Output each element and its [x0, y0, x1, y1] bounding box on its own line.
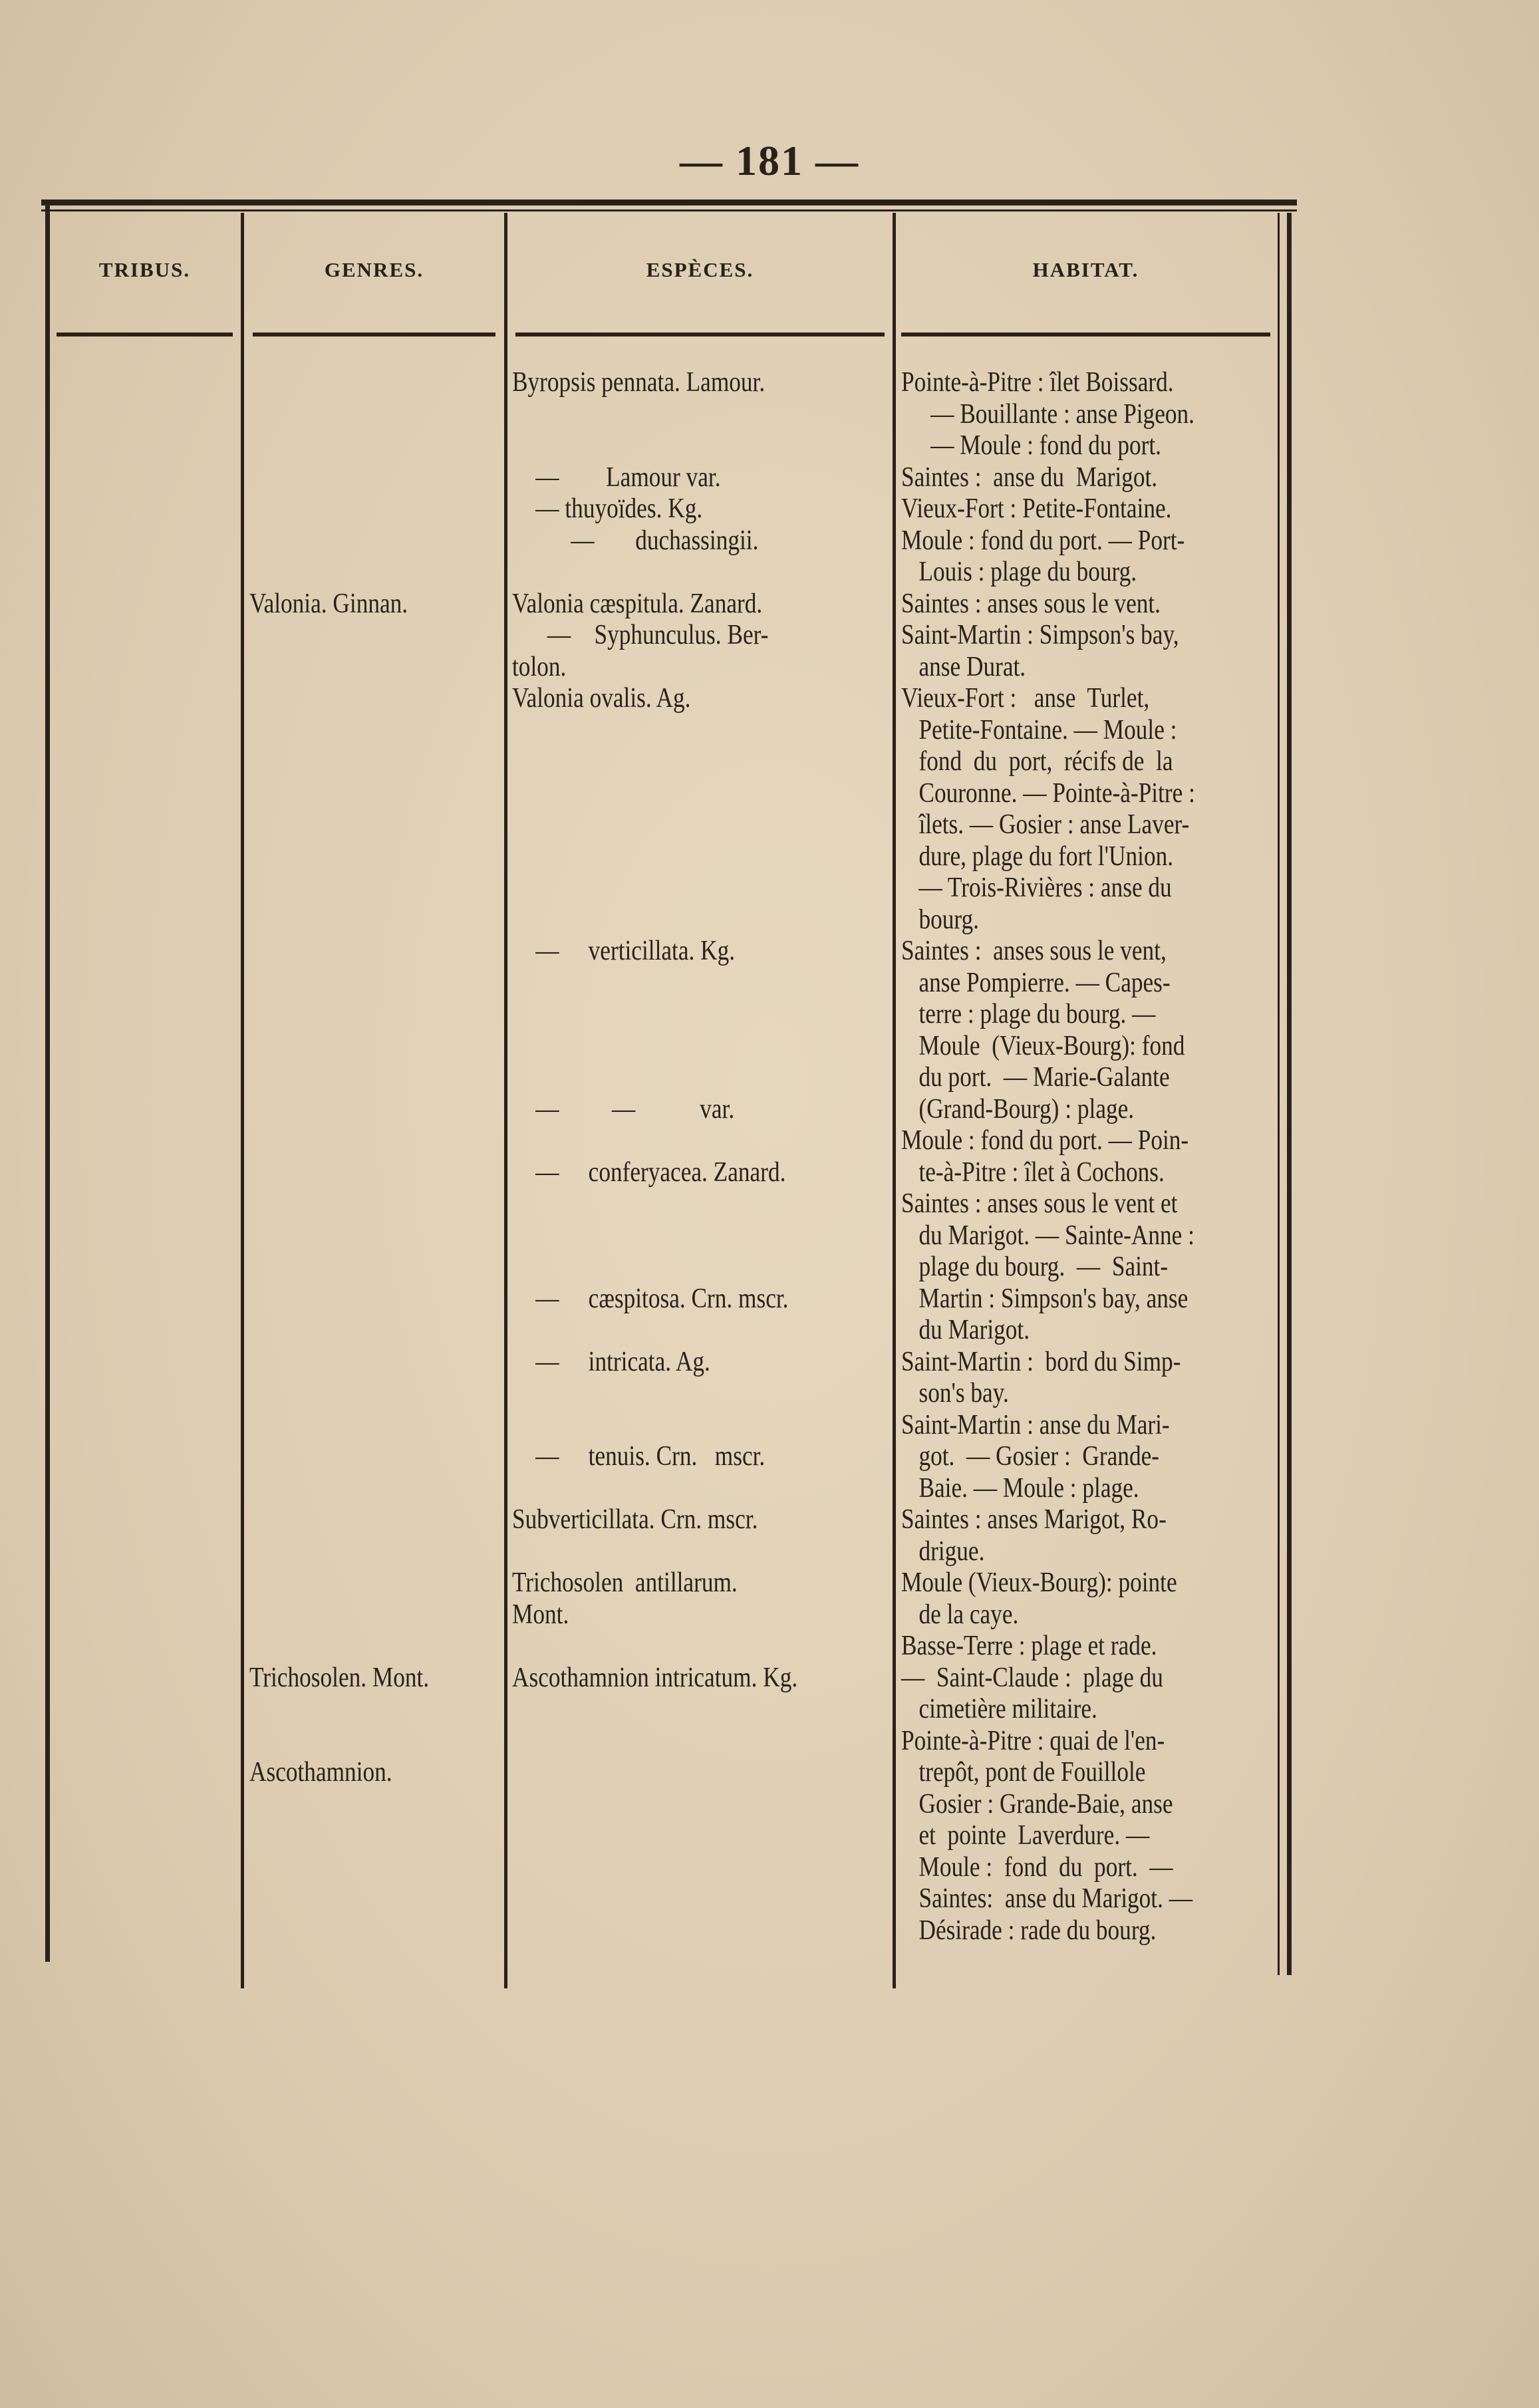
genre-line: [249, 493, 462, 525]
table-top-rule-thin: [41, 209, 1297, 211]
habitat-line: bourg.: [901, 904, 979, 935]
espece-line: [512, 1031, 839, 1063]
habitat-line: plage du bourg. — Saint-: [901, 1252, 1169, 1282]
espece-line: Trichosolen antillarum.: [512, 1567, 738, 1598]
genre-line: [249, 1252, 462, 1283]
genre-line: [249, 367, 462, 399]
habitat-line: trepôt, pont de Fouillole: [901, 1757, 1146, 1788]
habitat-line: Gosier : Grande-Baie, anse: [901, 1788, 1173, 1819]
espece-line: — Lamour var.: [512, 462, 721, 493]
espece-line: — duchassingii.: [512, 525, 759, 556]
genre-line: [249, 557, 462, 589]
page-number: — 181 —: [680, 137, 859, 184]
habitat-line: du port. — Marie-Galante: [901, 1062, 1170, 1093]
espece-line: [512, 1473, 839, 1505]
espece-line: [512, 778, 839, 810]
genre-line: [249, 1694, 462, 1726]
genre-line: [249, 778, 462, 810]
table-right-border-inner: [1278, 213, 1280, 1975]
genre-line: Valonia. Ginnan.: [249, 588, 408, 619]
espece-line: [512, 841, 839, 873]
habitat-line: Saint-Martin : Simpson's bay,: [901, 620, 1179, 650]
habitat-line: — Saint-Claude : plage du: [901, 1662, 1163, 1693]
genre-line: [249, 1410, 462, 1442]
espece-line: — intricata. Ag.: [512, 1346, 710, 1377]
habitat-line: anse Durat.: [901, 651, 1026, 682]
genre-line: [249, 809, 462, 841]
genre-line: [249, 399, 462, 431]
table-left-border: [45, 200, 50, 1962]
habitat-line: got. — Gosier : Grande-: [901, 1441, 1160, 1472]
genre-line: [249, 1631, 462, 1663]
habitat-line: Désirade : rade du bourg.: [901, 1915, 1157, 1946]
espece-line: [512, 1315, 839, 1347]
habitat-line: son's bay.: [901, 1378, 1009, 1408]
habitat-line: Louis : plage du bourg.: [901, 557, 1137, 587]
genre-line: Ascothamnion.: [249, 1757, 392, 1788]
espece-line: — tenuis. Crn. mscr.: [512, 1441, 766, 1472]
espece-line: [512, 968, 839, 1000]
genre-line: [249, 1726, 462, 1758]
habitat-line: Martin : Simpson's bay, anse: [901, 1283, 1189, 1314]
espece-line: [512, 746, 839, 778]
habitat-line: Basse-Terre : plage et rade.: [901, 1631, 1157, 1661]
table-right-border: [1287, 213, 1292, 1975]
header-rule-especes: [515, 333, 885, 336]
habitat-line: Vieux-Fort : anse Turlet,: [901, 683, 1150, 714]
header-rule-genres: [253, 333, 495, 336]
genre-line: [249, 904, 462, 936]
habitat-column: [901, 367, 1236, 1946]
espece-line: Byropsis pennata. Lamour.: [512, 367, 766, 398]
espece-line: — conferyacea. Zanard.: [512, 1156, 786, 1188]
espece-line: [512, 557, 839, 589]
habitat-line: Saintes : anses sous le vent et: [901, 1188, 1178, 1219]
genre-line: [249, 715, 462, 747]
habitat-line: du Marigot. — Sainte-Anne :: [901, 1220, 1194, 1251]
habitat-line: — Moule : fond du port.: [901, 430, 1161, 461]
genre-line: [249, 652, 462, 684]
genre-line: [249, 430, 462, 462]
column-divider-genres: [241, 213, 244, 1988]
habitat-line: Moule : fond du port. — Port-: [901, 525, 1185, 556]
espece-line: [512, 715, 839, 747]
espece-line: [512, 430, 839, 462]
genre-line: [249, 1347, 462, 1379]
espece-line: — Syphunculus. Ber-: [512, 620, 769, 650]
genre-line: [249, 1441, 462, 1473]
table-top-rule: [41, 200, 1297, 205]
genre-line: [249, 1188, 462, 1220]
habitat-line: Vieux-Fort : Petite-Fontaine.: [901, 493, 1172, 524]
genre-line: [249, 1031, 462, 1063]
habitat-line: Saint-Martin : bord du Simp-: [901, 1346, 1181, 1377]
espece-line: [512, 809, 839, 841]
espece-line: [512, 1631, 839, 1663]
espece-line: [512, 999, 839, 1031]
habitat-line: Moule : fond du port. —: [901, 1851, 1173, 1883]
espece-line: [512, 1536, 839, 1568]
habitat-line: Saint-Martin : anse du Mari-: [901, 1409, 1170, 1440]
column-divider-especes: [504, 213, 507, 1988]
habitat-line: Saintes : anse du Marigot.: [901, 462, 1158, 493]
genre-line: [249, 841, 462, 873]
habitat-line: Saintes: anse du Marigot. —: [901, 1883, 1193, 1914]
habitat-line: Couronne. — Pointe-à-Pitre :: [901, 777, 1195, 809]
genre-line: [249, 1567, 462, 1599]
espece-line: Subverticillata. Crn. mscr.: [512, 1504, 758, 1535]
espece-line: — verticillata. Kg.: [512, 936, 736, 966]
habitat-line: drigue.: [901, 1536, 985, 1567]
espece-line: [512, 399, 839, 431]
habitat-line: Moule (Vieux-Bourg): pointe: [901, 1567, 1177, 1598]
genre-line: [249, 1157, 462, 1189]
habitat-line: de la caye.: [901, 1599, 1019, 1630]
habitat-line: Pointe-à-Pitre : quai de l'en-: [901, 1725, 1165, 1756]
genre-line: [249, 1062, 462, 1094]
genre-line: [249, 936, 462, 968]
header-especes: ESPÈCES.: [646, 258, 754, 281]
espece-line: [512, 1378, 839, 1410]
genre-line: Trichosolen. Mont.: [249, 1662, 430, 1693]
column-divider-habitat: [893, 213, 896, 1988]
genre-line: [249, 1378, 462, 1410]
habitat-line: Petite-Fontaine. — Moule :: [901, 714, 1177, 745]
espece-line: [512, 904, 839, 936]
genre-line: [249, 1125, 462, 1157]
genre-line: [249, 968, 462, 1000]
habitat-line: Baie. — Moule : plage.: [901, 1472, 1139, 1504]
habitat-line: — Bouillante : anse Pigeon.: [901, 398, 1194, 430]
espece-line: tolon.: [512, 651, 567, 682]
genre-line: [249, 1536, 462, 1568]
habitat-line: Pointe-à-Pitre : îlet Boissard.: [901, 367, 1174, 398]
genre-line: [249, 746, 462, 778]
habitat-line: îlets. — Gosier : anse Laver-: [901, 809, 1190, 840]
genre-line: [249, 1473, 462, 1505]
genre-line: [249, 683, 462, 715]
espece-line: [512, 1062, 839, 1094]
espece-line: Mont.: [512, 1599, 569, 1630]
genre-line: [249, 1315, 462, 1347]
habitat-line: Saintes : anses sous le vent.: [901, 588, 1161, 619]
espece-line: Valonia ovalis. Ag.: [512, 683, 691, 714]
espece-line: Valonia cæspitula. Zanard.: [512, 588, 763, 619]
habitat-line: (Grand-Bourg) : plage.: [901, 1093, 1135, 1125]
genre-line: [249, 999, 462, 1031]
header-habitat: HABITAT.: [1032, 258, 1139, 281]
habitat-line: anse Pompierre. — Capes-: [901, 967, 1171, 998]
genre-line: [249, 1504, 462, 1536]
habitat-line: te-à-Pitre : îlet à Cochons.: [901, 1156, 1165, 1188]
genre-line: [249, 1094, 462, 1126]
habitat-line: cimetière militaire.: [901, 1694, 1097, 1724]
habitat-line: Moule (Vieux-Bourg): fond: [901, 1030, 1185, 1061]
genre-line: [249, 462, 462, 494]
genre-line: [249, 620, 462, 652]
genre-line: [249, 1283, 462, 1315]
genre-line: [249, 1599, 462, 1631]
espece-line: — — var.: [512, 1093, 735, 1125]
header-genres: GENRES.: [324, 258, 424, 281]
espece-line: [512, 1410, 839, 1442]
genre-line: [249, 872, 462, 904]
espece-line: — thuyoïdes. Kg.: [512, 493, 703, 524]
espece-line: [512, 1220, 839, 1252]
habitat-line: Saintes : anses Marigot, Ro-: [901, 1504, 1167, 1535]
habitat-line: et pointe Laverdure. —: [901, 1820, 1150, 1851]
habitat-line: Moule : fond du port. — Poin-: [901, 1125, 1189, 1156]
habitat-line: terre : plage du bourg. —: [901, 999, 1156, 1029]
espece-line: [512, 1252, 839, 1283]
especes-column: [512, 367, 839, 1694]
espece-line: — cæspitosa. Crn. mscr.: [512, 1283, 789, 1314]
header-tribus: TRIBUS.: [98, 258, 191, 281]
espece-line: [512, 872, 839, 904]
header-rule-tribus: [57, 333, 233, 336]
genre-line: [249, 1220, 462, 1252]
habitat-line: fond du port, récifs de la: [901, 746, 1173, 777]
genre-line: [249, 525, 462, 557]
habitat-line: du Marigot.: [901, 1315, 1030, 1345]
habitat-line: Saintes : anses sous le vent,: [901, 936, 1167, 966]
genres-column: [249, 367, 462, 1789]
header-rule-habitat: [901, 333, 1270, 336]
habitat-line: — Trois-Rivières : anse du: [901, 872, 1172, 903]
habitat-line: dure, plage du fort l'Union.: [901, 841, 1174, 872]
espece-line: [512, 1188, 839, 1220]
espece-line: [512, 1125, 839, 1157]
espece-line: Ascothamnion intricatum. Kg.: [512, 1662, 798, 1693]
